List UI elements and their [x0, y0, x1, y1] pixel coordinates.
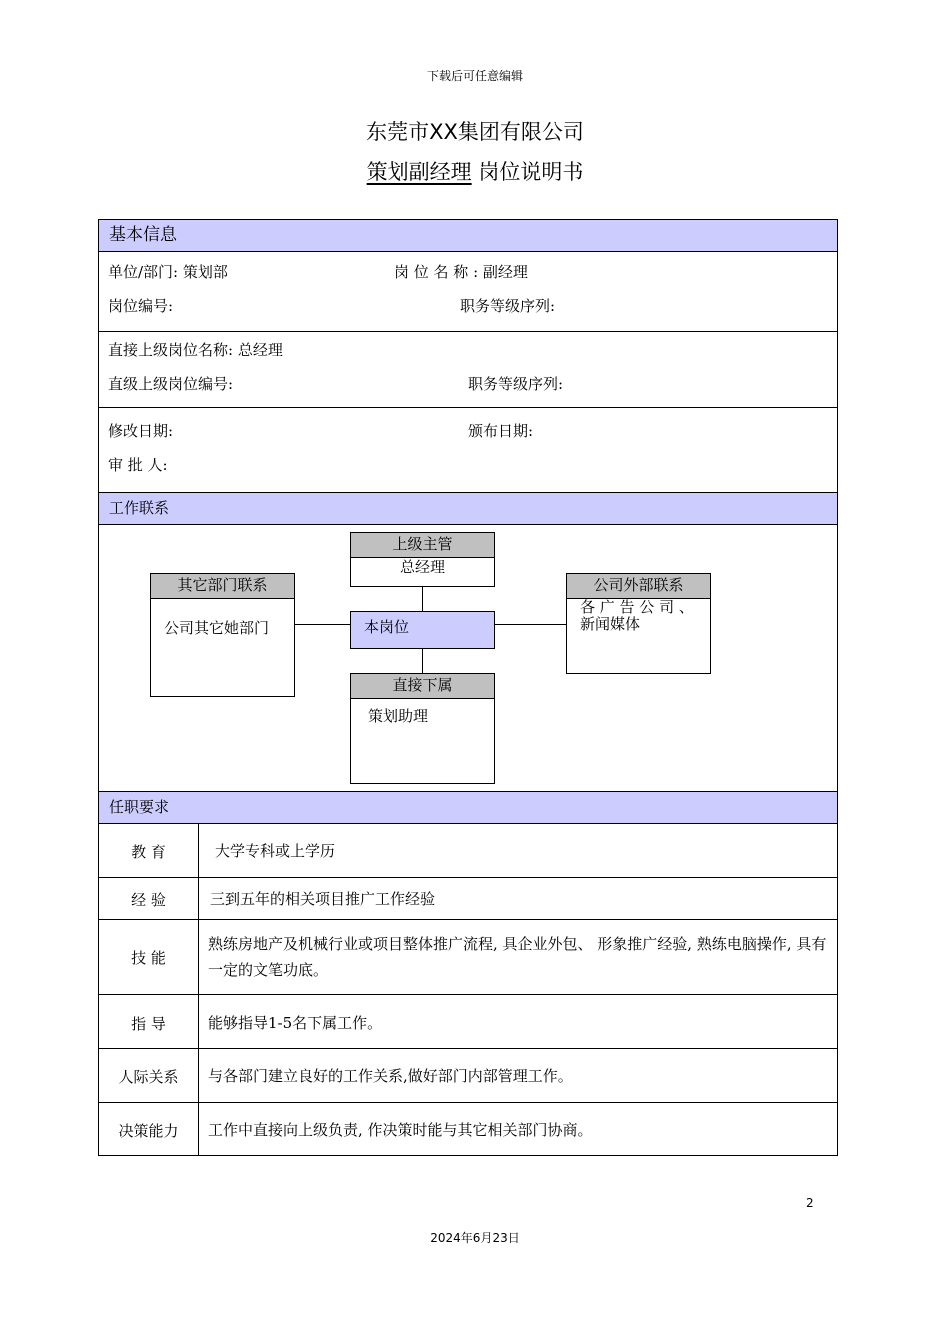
superior-box-value: 总经理: [399, 558, 445, 576]
column-divider: [198, 824, 199, 1156]
basic-info-heading: 基本信息: [109, 225, 177, 245]
this-post-label: 本岗位: [364, 618, 410, 636]
position-no-field: 岗位编号:: [108, 297, 174, 315]
connector-line: [294, 624, 351, 625]
req-label-education: 教 育: [131, 843, 166, 861]
superior-name-field: 直接上级岗位名称: 总经理: [108, 341, 283, 359]
req-label-decision: 决策能力: [118, 1122, 179, 1140]
page-header-note: 下载后可任意编辑: [426, 69, 523, 83]
requirements-header: [98, 791, 838, 824]
superior-box-label: 上级主管: [351, 533, 494, 558]
subordinate-box-label: 直接下属: [351, 674, 494, 699]
footer-date: 2024年6月23日: [430, 1231, 520, 1245]
other-depts-box-label: 其它部门联系: [151, 574, 294, 599]
row-divider: [98, 877, 838, 878]
basic-info-header: [98, 219, 838, 252]
superior-no-field: 直级上级岗位编号:: [108, 375, 234, 393]
req-label-relations: 人际关系: [118, 1068, 179, 1086]
revise-date-field: 修改日期:: [108, 422, 174, 440]
approver-field: 审 批 人:: [108, 456, 168, 474]
row-divider: [98, 919, 838, 920]
external-box-label: 公司外部联系: [567, 574, 710, 599]
subordinate-box: [350, 673, 495, 784]
page-number: 2: [806, 1196, 814, 1210]
divider: [98, 331, 838, 332]
req-value-skills: 熟练房地产及机械行业或项目整体推广流程, 具企业外包、 形象推广经验, 熟练电脑操作, 具有一定的文笔功底。: [208, 935, 827, 979]
req-value-relations: 与各部门建立良好的工作关系,做好部门内部管理工作。: [208, 1067, 573, 1085]
work-relations-header: [98, 492, 838, 525]
row-divider: [98, 994, 838, 995]
this-post-box: [350, 611, 495, 649]
connector-line: [422, 587, 423, 611]
external-box-value: [567, 599, 710, 633]
doc-type-title: 岗位说明书: [478, 160, 584, 184]
external-box: [566, 573, 711, 674]
position-title: 策划副经理: [366, 160, 472, 184]
requirements-heading: 任职要求: [109, 798, 170, 816]
other-depts-box-value: 公司其它她部门: [164, 619, 270, 637]
req-value-decision: 工作中直接向上级负责, 作决策时能与其它相关部门协商。: [208, 1121, 593, 1139]
rank-seq-field: 职务等级序列:: [460, 297, 556, 315]
connector-line: [494, 624, 567, 625]
superior-box: [350, 532, 495, 587]
superior-rank-seq-field: 职务等级序列:: [468, 375, 564, 393]
work-relations-heading: 工作联系: [109, 499, 170, 517]
external-value-line: 各 广 告 公 司 、: [580, 598, 694, 616]
divider: [98, 407, 838, 408]
req-value-education: 大学专科或上学历: [215, 842, 336, 860]
document-title: [0, 156, 950, 186]
row-divider: [98, 1102, 838, 1103]
company-title: 东莞市XX集团有限公司: [366, 120, 584, 144]
subordinate-box-value: 策划助理: [368, 707, 429, 725]
unit-dept-field: 单位/部门: 策划部: [108, 263, 228, 281]
req-label-experience: 经 验: [131, 891, 166, 909]
connector-line: [422, 649, 423, 673]
req-label-guidance: 指 导: [131, 1015, 166, 1033]
position-name-field: 岗 位 名 称 : 副经理: [394, 263, 528, 281]
row-divider: [98, 1048, 838, 1049]
req-value-experience: 三到五年的相关项目推广工作经验: [210, 890, 436, 908]
issue-date-field: 颁布日期:: [468, 422, 534, 440]
req-label-skills: 技 能: [131, 949, 166, 967]
req-value-guidance: 能够指导1-5名下属工作。: [208, 1014, 383, 1032]
external-value-line: 新闻媒体: [580, 615, 641, 633]
other-depts-box: [150, 573, 295, 697]
